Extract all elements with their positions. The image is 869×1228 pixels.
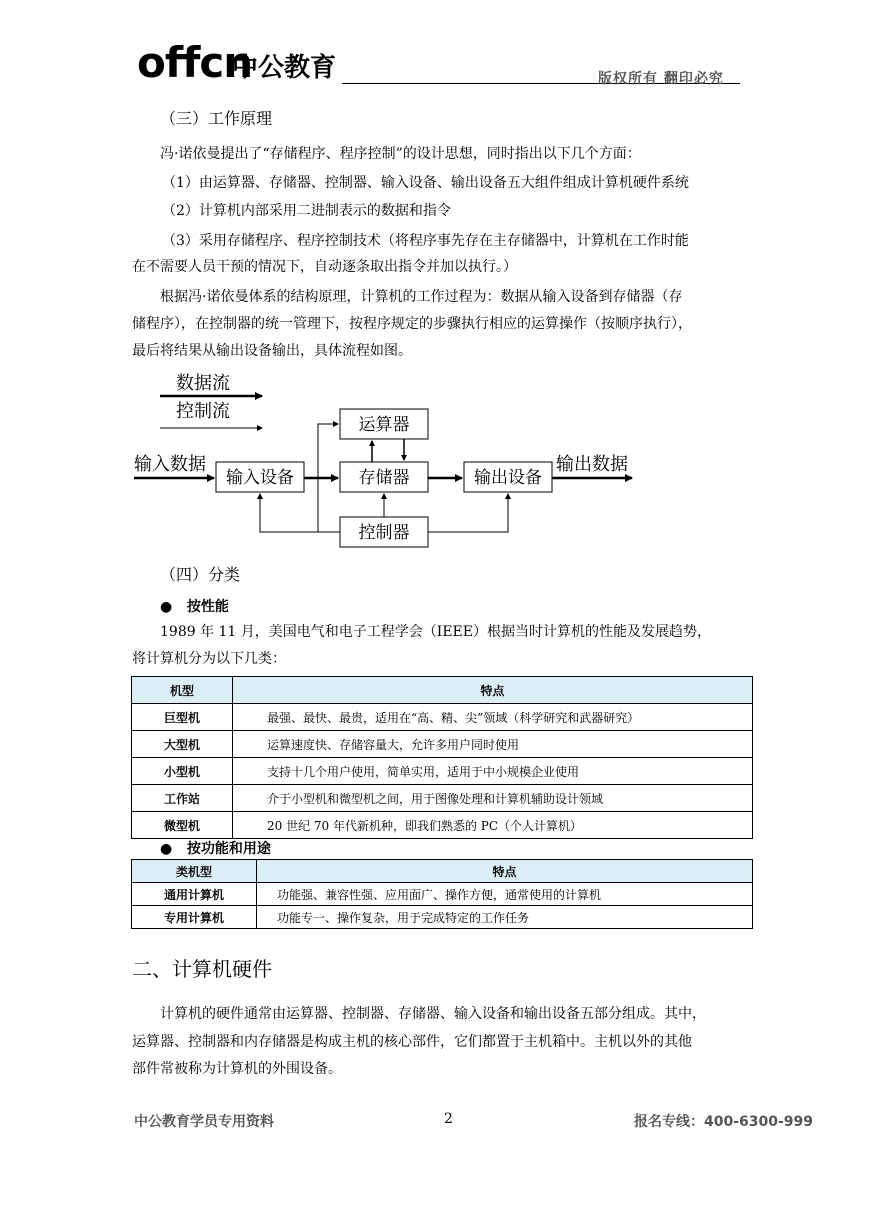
ieee-paragraph-line-2: 将计算机分为以下几类： xyxy=(132,651,286,667)
intro-line: 冯·诺依曼提出了“存储程序、程序控制”的设计思想，同时指出以下几个方面： xyxy=(160,146,641,162)
header-cell-features: 特点 xyxy=(257,860,753,883)
process-paragraph-line-2: 储程序），在控制器的统一管理下，按程序规定的步骤执行相应的运算操作（按顺序执行）， xyxy=(132,316,692,332)
controller-label: 控制器 xyxy=(358,523,410,543)
table-row xyxy=(132,883,753,906)
legend-control-flow-label: 控制流 xyxy=(176,401,230,422)
table-header-row xyxy=(132,677,753,704)
output-data-label: 输出数据 xyxy=(556,454,628,475)
controller-to-output-line xyxy=(428,494,508,532)
feature-cell: 运算速度快、存储容量大，允许多用户同时使用 xyxy=(233,731,753,758)
output-device-label: 输出设备 xyxy=(474,468,542,488)
performance-classification-table xyxy=(131,676,753,839)
section-title-hardware: 二、计算机硬件 xyxy=(132,957,272,981)
alu-label: 运算器 xyxy=(358,415,410,435)
hardware-paragraph-line-2: 运算器、控制器和内存储器是构成主机的核心部件，它们都置于主机箱中。主机以外的其他 xyxy=(132,1034,692,1050)
process-paragraph-line-3: 最后将结果从输出设备输出，具体流程如图。 xyxy=(132,343,412,359)
legend-data-flow-label: 数据流 xyxy=(176,373,230,394)
table-row xyxy=(132,785,753,812)
page-number: 2 xyxy=(444,1111,453,1127)
function-classification-table xyxy=(131,859,753,929)
section-title-working-principle: （三）工作原理 xyxy=(160,109,273,128)
bullet-by-performance xyxy=(160,596,229,616)
hardware-paragraph-line-1: 计算机的硬件通常由运算器、控制器、存储器、输入设备和输出设备五部分组成。其中， xyxy=(160,1006,706,1022)
bullet-dot-icon: ● xyxy=(160,841,173,857)
memory-label: 存储器 xyxy=(358,468,410,488)
principle-item-3: （3）采用存储程序、程序控制技术（将程序事先存在主存储器中，计算机在工作时能 xyxy=(162,233,689,249)
hardware-paragraph-line-3: 部件常被称为计算机的外围设备。 xyxy=(132,1061,342,1077)
header-cell-features: 特点 xyxy=(233,677,753,704)
von-neumann-flow-diagram xyxy=(0,0,869,560)
controller-to-input-line xyxy=(260,494,318,532)
input-device-label: 输入设备 xyxy=(226,468,294,488)
section-title-classification: （四）分类 xyxy=(160,565,241,584)
model-cell: 工作站 xyxy=(132,785,233,812)
header-cell-type: 类机型 xyxy=(132,860,257,883)
table-row xyxy=(132,812,753,839)
bullet-by-performance-label: 按性能 xyxy=(186,599,229,615)
type-cell: 通用计算机 xyxy=(132,883,257,906)
feature-cell: 功能专一、操作复杂，用于完成特定的工作任务 xyxy=(257,906,753,929)
table-row xyxy=(132,731,753,758)
table-row xyxy=(132,758,753,785)
bullet-by-function xyxy=(160,838,271,858)
header-cell-model: 机型 xyxy=(132,677,233,704)
bullet-by-function-label: 按功能和用途 xyxy=(186,841,271,857)
offcn-logo: offcn xyxy=(137,38,253,87)
model-cell: 微型机 xyxy=(132,812,233,839)
footer-left-text: 中公教育学员专用资料 xyxy=(134,1114,274,1130)
copyright-notice: 版权所有 翻印必究 xyxy=(598,71,724,87)
principle-item-3-cont: 在不需要人员干预的情况下，自动逐条取出指令并加以执行。） xyxy=(132,259,517,275)
input-data-label: 输入数据 xyxy=(134,454,206,475)
table-row xyxy=(132,704,753,731)
table-row xyxy=(132,906,753,929)
principle-item-1: （1）由运算器、存储器、控制器、输入设备、输出设备五大组件组成计算机硬件系统 xyxy=(162,175,689,191)
table-header-row xyxy=(132,860,753,883)
logo-chinese-name: 中公教育 xyxy=(232,53,337,83)
principle-item-2: （2）计算机内部采用二进制表示的数据和指令 xyxy=(162,203,451,219)
process-paragraph-line-1: 根据冯·诺依曼体系的结构原理，计算机的工作过程为：数据从输入设备到存储器（存 xyxy=(160,289,683,305)
feature-cell: 20 世纪 70 年代新机种，即我们熟悉的 PC（个人计算机） xyxy=(233,812,753,839)
model-cell: 小型机 xyxy=(132,758,233,785)
feature-cell: 功能强、兼容性强、应用面广、操作方便，通常使用的计算机 xyxy=(257,883,753,906)
feature-cell: 介于小型机和微型机之间，用于图像处理和计算机辅助设计领域 xyxy=(233,785,753,812)
model-cell: 巨型机 xyxy=(132,704,233,731)
footer-hotline: 报名专线：400-6300-999 xyxy=(634,1114,814,1130)
feature-cell: 支持十几个用户使用，简单实用，适用于中小规模企业使用 xyxy=(233,758,753,785)
model-cell: 大型机 xyxy=(132,731,233,758)
type-cell: 专用计算机 xyxy=(132,906,257,929)
bullet-dot-icon: ● xyxy=(160,599,173,615)
feature-cell: 最强、最快、最贵，适用在“高、精、尖”领域（科学研究和武器研究） xyxy=(233,704,753,731)
ieee-paragraph-line-1: 1989 年 11 月，美国电气和电子工程学会（IEEE）根据当时计算机的性能及发展趋势， xyxy=(160,624,711,640)
